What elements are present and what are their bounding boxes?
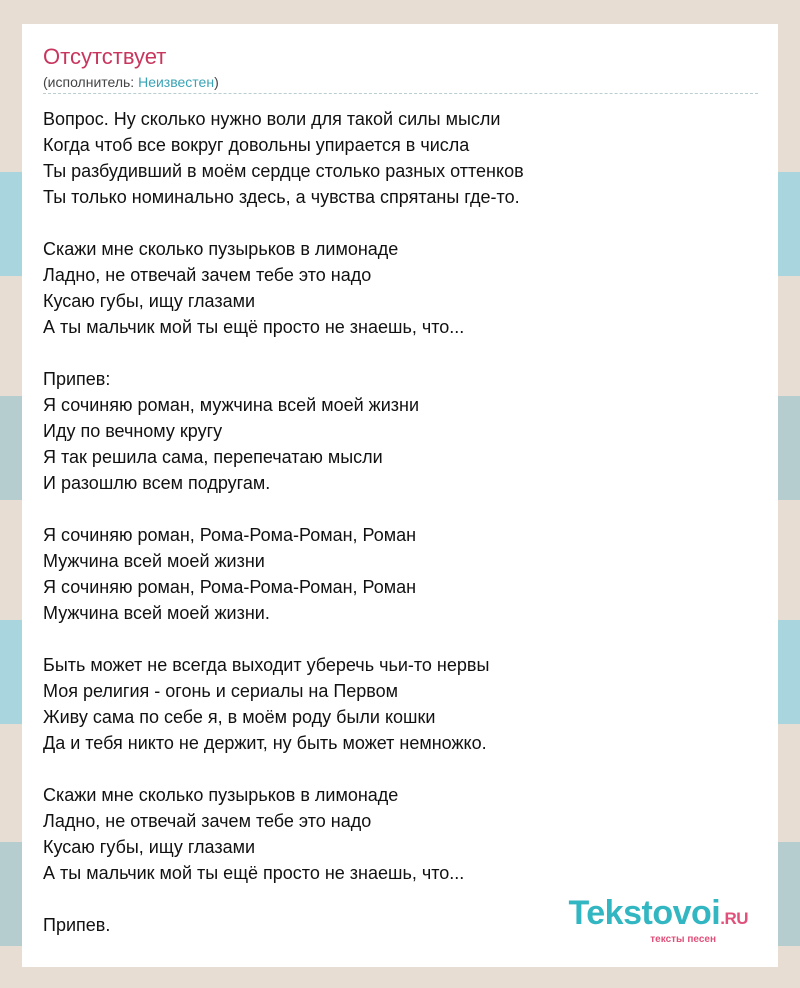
logo-tagline: тексты песен [650,934,716,945]
stanza-gap [43,496,758,522]
lyric-line: Ты разбудивший в моём сердце столько разных оттенков [43,161,524,181]
stanza-gap [43,626,758,652]
lyric-line: Кусаю губы, ищу глазами [43,837,256,857]
lyric-line: И разошлю всем подругам. [43,473,271,493]
lyrics-text [43,106,758,938]
lyric-line: Живу сама по себе я, в моём роду были кошки [43,707,436,727]
lyric-line: Быть может не всегда выходит уберечь чьи-то нервы [43,655,490,675]
lyric-line: Да и тебя никто не держит, ну быть может немножко. [43,733,487,753]
song-title: Отсутствует [43,44,167,69]
lyric-line: Я сочиняю роман, мужчина всей моей жизни [43,395,420,415]
lyric-line: Припев. [43,915,111,935]
logo-tld: .RU [720,909,748,928]
lyric-line: Я так решила сама, перепечатаю мысли [43,447,383,467]
logo-brand [569,896,748,936]
artist-prefix: (исполнитель: [43,74,139,90]
lyric-line: Иду по вечному кругу [43,421,223,441]
stanza-gap [43,340,758,366]
lyric-line: Мужчина всей моей жизни [43,551,265,571]
lyric-line: Я сочиняю роман, Рома-Рома-Роман, Роман [43,525,417,545]
lyric-line: Ты только номинально здесь, а чувства спрятаны где-то. [43,187,520,207]
lyric-line: Кусаю губы, ищу глазами [43,291,256,311]
lyric-line: Припев: [43,369,111,389]
artist-line [43,74,219,90]
lyric-line: Мужчина всей моей жизни. [43,603,270,623]
lyric-line: А ты мальчик мой ты ещё просто не знаешь, что... [43,317,465,337]
lyrics-card [22,24,778,967]
site-logo[interactable] [569,896,748,945]
artist-name-link[interactable]: Неизвестен [138,74,215,90]
lyric-line: Ладно, не отвечай зачем тебе это надо [43,811,372,831]
lyric-line: Моя религия - огонь и сериалы на Первом [43,681,399,701]
lyric-line: Ладно, не отвечай зачем тебе это надо [43,265,372,285]
stanza-gap [43,210,758,236]
artist-suffix: ) [214,74,219,90]
lyric-line: Скажи мне сколько пузырьков в лимонаде [43,239,399,259]
divider [43,93,758,94]
lyric-line: А ты мальчик мой ты ещё просто не знаешь, что... [43,863,465,883]
lyric-line: Скажи мне сколько пузырьков в лимонаде [43,785,399,805]
lyric-line: Когда чтоб все вокруг довольны упирается в числа [43,135,470,155]
lyric-line: Я сочиняю роман, Рома-Рома-Роман, Роман [43,577,417,597]
stanza-gap [43,756,758,782]
logo-brand-name: Tekstovoi [568,894,721,932]
lyric-line: Вопрос. Ну сколько нужно воли для такой силы мысли [43,109,501,129]
